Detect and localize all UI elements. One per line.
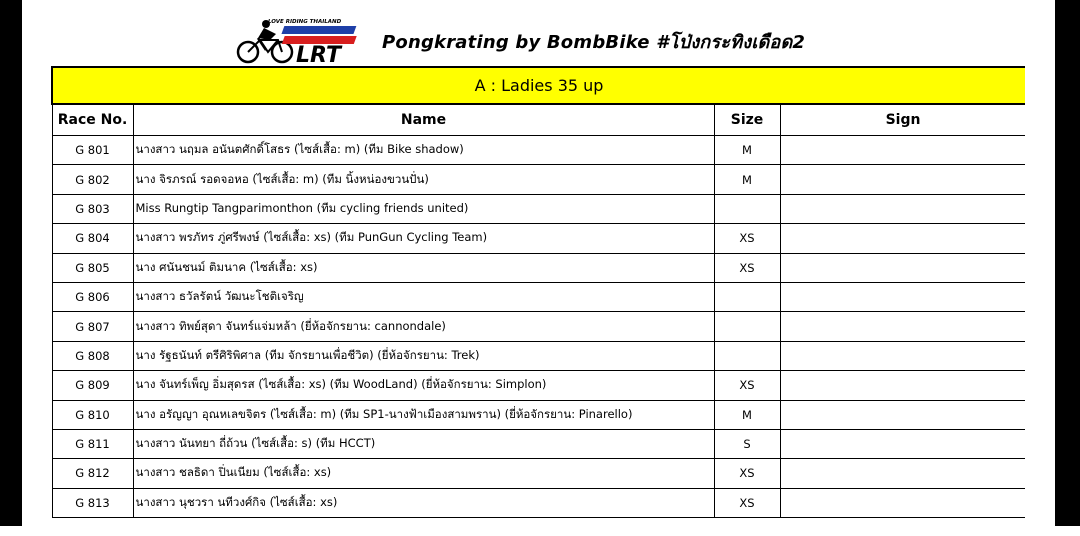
race-no-cell: G 808 <box>52 341 133 370</box>
race-no-cell: G 802 <box>52 165 133 194</box>
sign-cell <box>780 253 1025 282</box>
table-row <box>52 253 1025 282</box>
table-row <box>52 459 1025 488</box>
name-cell: นางสาว ธวัลรัตน์ วัฒนะโชติเจริญ <box>133 282 714 311</box>
svg-text:LRT: LRT <box>296 43 341 66</box>
name-cell: นางสาว ทิพย์สุดา จันทร์แจ่มหล้า (ยี่ห้อจักรยาน: cannondale) <box>133 312 714 341</box>
sign-cell <box>780 371 1025 400</box>
size-cell <box>714 312 780 341</box>
race-no-cell: G 807 <box>52 312 133 341</box>
race-no-cell: G 810 <box>52 400 133 429</box>
name-cell: นาง รัฐธนันท์ ตรีศิริพิศาล (ทีม จักรยานเพื่อชีวิต) (ยี่ห้อจักรยาน: Trek) <box>133 341 714 370</box>
table-row <box>52 400 1025 429</box>
sign-cell <box>780 488 1025 517</box>
name-cell: นาง จิรภรณ์ รอดจอหอ (ไซส์เสื้อ: m) (ทีม นิ้งหน่องขวนปั่น) <box>133 165 714 194</box>
name-cell: นาง ศนันชนม์ ติมนาค (ไซส์เสื้อ: xs) <box>133 253 714 282</box>
table-header-row <box>52 104 1025 136</box>
race-no-cell: G 812 <box>52 459 133 488</box>
column-header-name: Name <box>133 104 714 136</box>
table-row <box>52 429 1025 458</box>
size-cell: M <box>714 136 780 165</box>
name-cell: นาง อรัญญา อุณหเลขจิตร (ไซส์เสื้อ: m) (ทีม SP1-นางฟ้าเมืองสามพราน) (ยี่ห้อจักรยาน: Pinarello) <box>133 400 714 429</box>
table-row <box>52 341 1025 370</box>
race-no-cell: G 804 <box>52 224 133 253</box>
race-no-cell: G 803 <box>52 194 133 223</box>
cyclist-logo-icon <box>232 16 378 66</box>
race-no-cell: G 809 <box>52 371 133 400</box>
name-cell: Miss Rungtip Tangparimonthon (ทีม cycling friends united) <box>133 194 714 223</box>
table-row <box>52 136 1025 165</box>
right-dark-border <box>1055 0 1080 526</box>
size-cell: XS <box>714 224 780 253</box>
name-cell: นางสาว พรภัทร ภู่ศรีพงษ์ (ไซส์เสื้อ: xs) (ทีม PunGun Cycling Team) <box>133 224 714 253</box>
sign-cell <box>780 341 1025 370</box>
registration-sheet <box>51 66 1025 536</box>
sign-cell <box>780 194 1025 223</box>
sign-cell <box>780 459 1025 488</box>
name-cell: นาง จันทร์เพ็ญ อิ่มสุดรส (ไซส์เสื้อ: xs) (ทีม WoodLand) (ยี่ห้อจักรยาน: Simplon) <box>133 371 714 400</box>
size-cell <box>714 194 780 223</box>
race-no-cell: G 801 <box>52 136 133 165</box>
table-row <box>52 282 1025 311</box>
sign-cell <box>780 165 1025 194</box>
column-header-sign: Sign <box>780 104 1025 136</box>
name-cell: นางสาว ชลธิดา ปิ่นเนียม (ไซส์เสื้อ: xs) <box>133 459 714 488</box>
category-row <box>52 67 1025 104</box>
size-cell: M <box>714 400 780 429</box>
name-cell: นางสาว นุชวรา นทีวงศ์กิจ (ไซส์เสื้อ: xs) <box>133 488 714 517</box>
size-cell <box>714 282 780 311</box>
column-header-race-no: Race No. <box>52 104 133 136</box>
rider-table <box>51 66 1025 518</box>
sign-cell <box>780 136 1025 165</box>
column-header-size: Size <box>714 104 780 136</box>
race-no-cell: G 806 <box>52 282 133 311</box>
race-no-cell: G 811 <box>52 429 133 458</box>
size-cell: XS <box>714 371 780 400</box>
page-title: Pongkrating by BombBike #โป่งกระทิงเดือด2 <box>382 31 806 53</box>
sign-cell <box>780 312 1025 341</box>
size-cell: XS <box>714 459 780 488</box>
name-cell: นางสาว นันทยา ถี่ถ้วน (ไซส์เสื้อ: s) (ทีม HCCT) <box>133 429 714 458</box>
size-cell <box>714 341 780 370</box>
logo-text: LOVE RIDING THAILAND <box>268 19 342 25</box>
table-row <box>52 371 1025 400</box>
table-row <box>52 224 1025 253</box>
size-cell: XS <box>714 253 780 282</box>
size-cell: XS <box>714 488 780 517</box>
sign-cell <box>780 400 1025 429</box>
table-row <box>52 165 1025 194</box>
sign-cell <box>780 429 1025 458</box>
table-row <box>52 488 1025 517</box>
race-no-cell: G 805 <box>52 253 133 282</box>
race-no-cell: G 813 <box>52 488 133 517</box>
sign-cell <box>780 282 1025 311</box>
table-row <box>52 312 1025 341</box>
sheet-header <box>232 16 805 66</box>
table-row <box>52 194 1025 223</box>
category-title: A : Ladies 35 up <box>52 67 1025 104</box>
name-cell: นางสาว นฤมล อนันตศักดิ์โสธร (ไซส์เสื้อ: m) (ทีม Bike shadow) <box>133 136 714 165</box>
left-dark-border <box>0 0 22 526</box>
size-cell: S <box>714 429 780 458</box>
size-cell: M <box>714 165 780 194</box>
sign-cell <box>780 224 1025 253</box>
